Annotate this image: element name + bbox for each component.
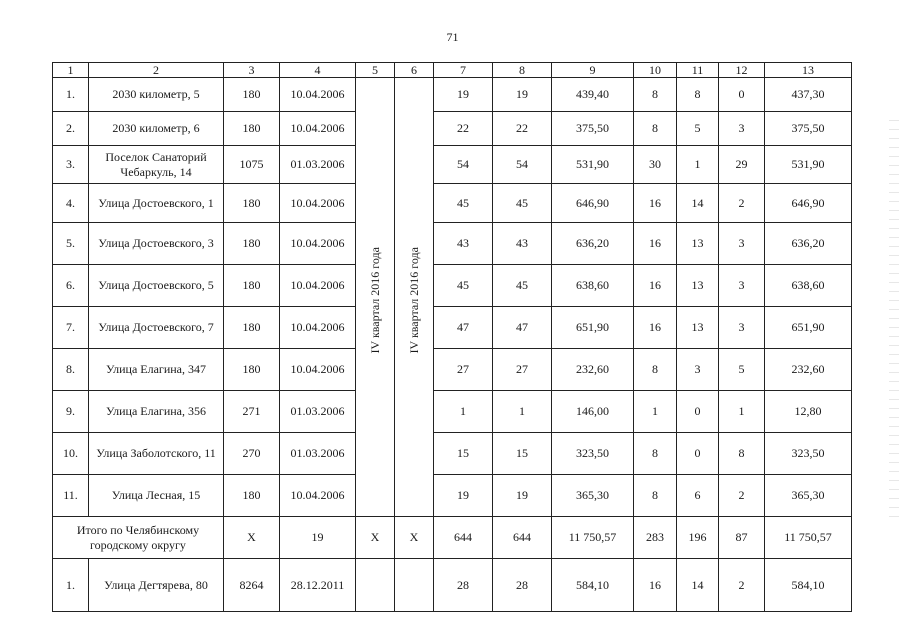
table-cell: 8 (634, 78, 677, 112)
table-cell: 2 (719, 559, 765, 612)
table-cell: 15 (493, 433, 552, 475)
table-cell: 3 (719, 223, 765, 265)
header-cell: 6 (395, 63, 434, 78)
header-cell: 11 (677, 63, 719, 78)
table-cell: 2030 километр, 5 (89, 78, 224, 112)
table-cell: 47 (434, 307, 493, 349)
table-cell: 196 (677, 517, 719, 559)
scan-margin-marks (889, 120, 899, 520)
table-cell: 16 (634, 265, 677, 307)
header-row (53, 63, 852, 78)
table-cell: 232,60 (552, 349, 634, 391)
table-cell: Поселок Санаторий Чебаркуль, 14 (89, 146, 224, 184)
table-cell: 1. (53, 78, 89, 112)
table-row (53, 433, 852, 475)
table-cell: 180 (224, 475, 280, 517)
header-cell: 12 (719, 63, 765, 78)
table-cell: 27 (434, 349, 493, 391)
table-cell: 10.04.2006 (280, 307, 356, 349)
table-cell: 3. (53, 146, 89, 184)
table-cell: 4. (53, 184, 89, 223)
table-cell: 651,90 (765, 307, 852, 349)
header-cell: 1 (53, 63, 89, 78)
table-cell: 87 (719, 517, 765, 559)
table-cell: 1 (434, 391, 493, 433)
table-cell: 5. (53, 223, 89, 265)
table-cell: 3 (719, 265, 765, 307)
table-cell: 180 (224, 349, 280, 391)
table-cell: 0 (677, 433, 719, 475)
table-cell: 9. (53, 391, 89, 433)
table-cell: 8 (634, 433, 677, 475)
table-cell: 8 (677, 78, 719, 112)
period-cell-col5 (356, 78, 395, 517)
table-cell: 3 (719, 307, 765, 349)
table-cell: 01.03.2006 (280, 146, 356, 184)
header-cell: 5 (356, 63, 395, 78)
table-cell: 375,50 (765, 112, 852, 146)
table-cell: Улица Елагина, 356 (89, 391, 224, 433)
table-cell: 283 (634, 517, 677, 559)
table-cell: 22 (434, 112, 493, 146)
vertical-label: IV квартал 2016 года (406, 246, 421, 354)
table-cell: 180 (224, 265, 280, 307)
header-cell: 8 (493, 63, 552, 78)
table-cell: 28 (434, 559, 493, 612)
header-cell: 9 (552, 63, 634, 78)
table-cell: 1075 (224, 146, 280, 184)
table-cell: 644 (434, 517, 493, 559)
table-cell: 651,90 (552, 307, 634, 349)
table-cell: 10.04.2006 (280, 223, 356, 265)
table-cell: Улица Дегтярева, 80 (89, 559, 224, 612)
header-cell: 7 (434, 63, 493, 78)
table-cell: 6. (53, 265, 89, 307)
table-cell: 43 (493, 223, 552, 265)
table-row (53, 475, 852, 517)
table-row (53, 112, 852, 146)
table-cell: 584,10 (765, 559, 852, 612)
table-cell: 45 (493, 265, 552, 307)
table-cell: 15 (434, 433, 493, 475)
table-cell: 19 (493, 475, 552, 517)
table-cell: 22 (493, 112, 552, 146)
table-cell: 2 (719, 475, 765, 517)
table-cell: Улица Достоевского, 1 (89, 184, 224, 223)
table-cell: 271 (224, 391, 280, 433)
table-cell: X (395, 517, 434, 559)
table-cell: 13 (677, 265, 719, 307)
header-cell: 3 (224, 63, 280, 78)
header-cell: 2 (89, 63, 224, 78)
vertical-label: IV квартал 2016 года (367, 246, 382, 354)
table-cell: 2 (719, 184, 765, 223)
table-cell: 16 (634, 307, 677, 349)
table-cell: 180 (224, 112, 280, 146)
table-cell: 180 (224, 78, 280, 112)
table-cell: Улица Заболотского, 11 (89, 433, 224, 475)
table-cell: 646,90 (552, 184, 634, 223)
table-cell: 01.03.2006 (280, 433, 356, 475)
table-cell: 232,60 (765, 349, 852, 391)
table-row (53, 391, 852, 433)
table-cell: 531,90 (552, 146, 634, 184)
table-row (53, 146, 852, 184)
table-cell: 439,40 (552, 78, 634, 112)
page-number: 71 (446, 30, 459, 44)
table-cell: 19 (280, 517, 356, 559)
table-cell: 1 (634, 391, 677, 433)
table-cell: 638,60 (765, 265, 852, 307)
table-row (53, 307, 852, 349)
data-table (52, 62, 852, 612)
table-cell: 30 (634, 146, 677, 184)
table-cell: 3 (719, 112, 765, 146)
table-cell: 5 (719, 349, 765, 391)
table-cell: 16 (634, 223, 677, 265)
table-cell: Улица Достоевского, 5 (89, 265, 224, 307)
table-cell: 375,50 (552, 112, 634, 146)
table-cell: 11 750,57 (765, 517, 852, 559)
table-cell: 10.04.2006 (280, 265, 356, 307)
header-cell: 13 (765, 63, 852, 78)
table-cell: 19 (493, 78, 552, 112)
table-cell: 323,50 (552, 433, 634, 475)
table-cell: 8. (53, 349, 89, 391)
table-cell: 584,10 (552, 559, 634, 612)
total-label: Итого по Челябинскому городскому округу (53, 517, 224, 559)
table-cell: 270 (224, 433, 280, 475)
table-cell: 8 (634, 349, 677, 391)
table-cell: 8 (634, 475, 677, 517)
header-cell: 4 (280, 63, 356, 78)
table-cell: 16 (634, 559, 677, 612)
table-cell: 45 (493, 184, 552, 223)
table-cell: Улица Елагина, 347 (89, 349, 224, 391)
table-cell: 01.03.2006 (280, 391, 356, 433)
table-cell: 1 (493, 391, 552, 433)
table-cell: 8 (719, 433, 765, 475)
table-cell: 10.04.2006 (280, 78, 356, 112)
table-cell: 11 750,57 (552, 517, 634, 559)
period-cell-col6 (395, 78, 434, 517)
table-cell: 29 (719, 146, 765, 184)
table-cell: 28.12.2011 (280, 559, 356, 612)
table-cell: 2. (53, 112, 89, 146)
table-cell: 54 (493, 146, 552, 184)
header-cell: 10 (634, 63, 677, 78)
table-row (53, 78, 852, 112)
table-cell: 43 (434, 223, 493, 265)
table-cell: 437,30 (765, 78, 852, 112)
table-cell: 531,90 (765, 146, 852, 184)
table-cell: 6 (677, 475, 719, 517)
table-cell: 1. (53, 559, 89, 612)
table-row (53, 265, 852, 307)
table-cell: 180 (224, 184, 280, 223)
table-cell: 0 (677, 391, 719, 433)
table-cell: Улица Достоевского, 7 (89, 307, 224, 349)
table-cell: 2030 километр, 6 (89, 112, 224, 146)
table-cell: 45 (434, 184, 493, 223)
table-cell: 646,90 (765, 184, 852, 223)
table-row (53, 223, 852, 265)
table-cell: 146,00 (552, 391, 634, 433)
table-cell: 365,30 (765, 475, 852, 517)
table-cell: 27 (493, 349, 552, 391)
table-cell: 644 (493, 517, 552, 559)
table-cell: 10.04.2006 (280, 112, 356, 146)
total-row (53, 517, 852, 559)
table-cell: 28 (493, 559, 552, 612)
table-cell: 8264 (224, 559, 280, 612)
table-cell: 323,50 (765, 433, 852, 475)
table-cell: 13 (677, 307, 719, 349)
table-cell: 16 (634, 184, 677, 223)
table-row (53, 184, 852, 223)
table-cell: 1 (719, 391, 765, 433)
table-cell: 19 (434, 78, 493, 112)
table-cell: 10. (53, 433, 89, 475)
table-cell: 1 (677, 146, 719, 184)
table-cell: 0 (719, 78, 765, 112)
table-cell: 8 (634, 112, 677, 146)
table-cell: 14 (677, 184, 719, 223)
table-cell: X (356, 517, 395, 559)
table-cell: 3 (677, 349, 719, 391)
table-cell: 638,60 (552, 265, 634, 307)
table-cell: 180 (224, 223, 280, 265)
table-cell: 636,20 (765, 223, 852, 265)
table-cell: 180 (224, 307, 280, 349)
table-cell: 14 (677, 559, 719, 612)
table-cell: 12,80 (765, 391, 852, 433)
table-row (53, 349, 852, 391)
table-cell: 11. (53, 475, 89, 517)
table-cell (356, 559, 395, 612)
table-cell: 5 (677, 112, 719, 146)
table-row (53, 559, 852, 612)
table-cell: 47 (493, 307, 552, 349)
table-cell: 13 (677, 223, 719, 265)
table-cell: Улица Достоевского, 3 (89, 223, 224, 265)
table-cell: Улица Лесная, 15 (89, 475, 224, 517)
table-cell: 365,30 (552, 475, 634, 517)
table-cell: 10.04.2006 (280, 475, 356, 517)
table-cell: 7. (53, 307, 89, 349)
table-cell: 54 (434, 146, 493, 184)
table-cell: X (224, 517, 280, 559)
table-cell (395, 559, 434, 612)
table-cell: 19 (434, 475, 493, 517)
table-cell: 636,20 (552, 223, 634, 265)
table-cell: 45 (434, 265, 493, 307)
table-cell: 10.04.2006 (280, 184, 356, 223)
table-cell: 10.04.2006 (280, 349, 356, 391)
